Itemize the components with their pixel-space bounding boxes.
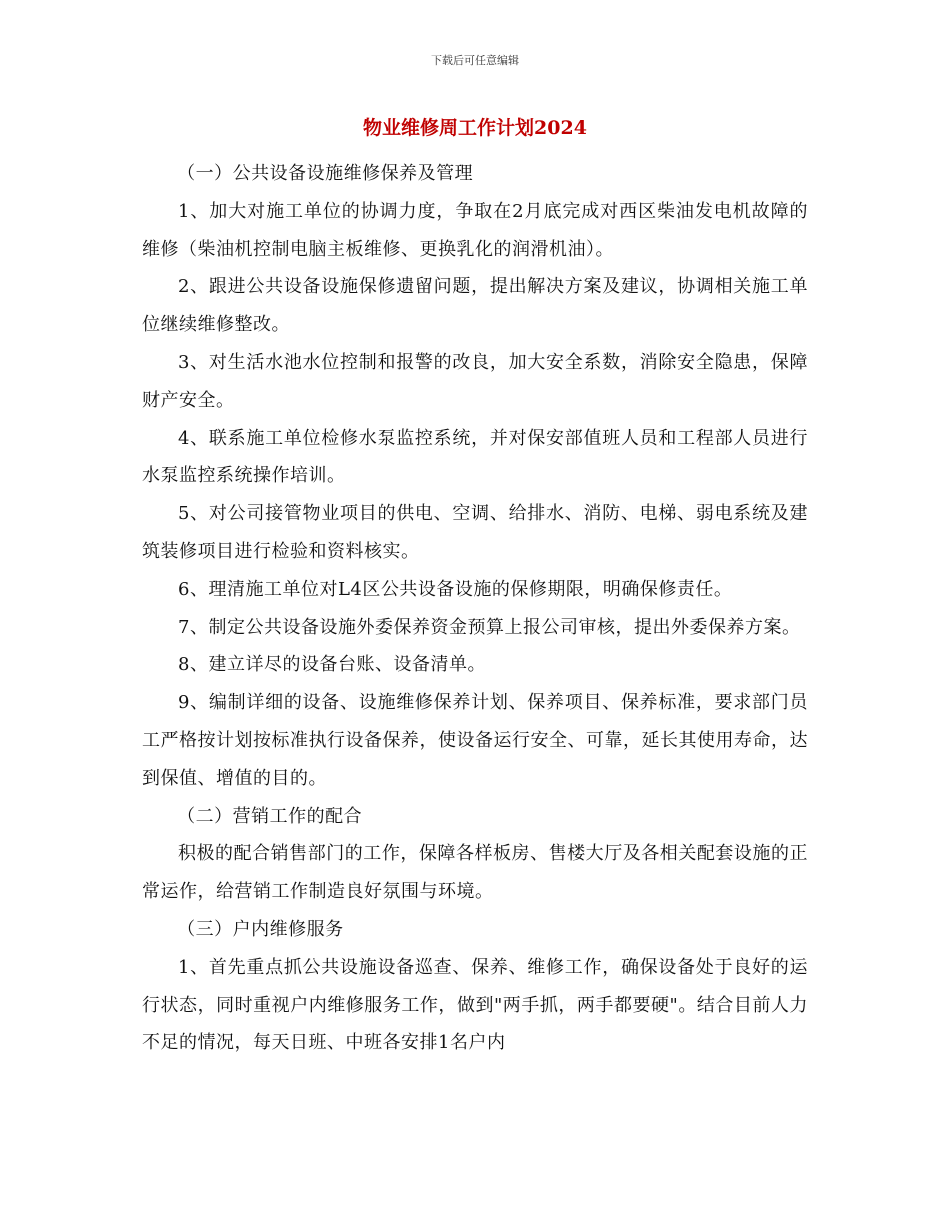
- document-title: 物业维修周工作计划2024: [363, 117, 587, 139]
- paragraph-1-3: 3、对生活水池水位控制和报警的改良，加大安全系数，消除安全隐患，保障财产安全。: [142, 351, 808, 411]
- page-header: 下载后可任意编辑: [431, 54, 519, 67]
- paragraph-1-9: 9、编制详细的设备、设施维修保养计划、保养项目、保养标准，要求部门员工严格按计划按标准执行设备保养，使设备运行安全、可靠，延长其使用寿命，达到保值、增值的目的。: [142, 692, 808, 789]
- paragraph-2-1: 积极的配合销售部门的工作，保障各样板房、售楼大厅及各相关配套设施的正常运作，给营销工作制造良好氛围与环境。: [142, 843, 808, 903]
- paragraph-1-8: 8、建立详尽的设备台账、设备清单。: [178, 654, 486, 676]
- document-body: [142, 155, 808, 1062]
- paragraph-1-5: 5、对公司接管物业项目的供电、空调、给排水、消防、电梯、弱电系统及建筑装修项目进行检验和资料核实。: [142, 503, 808, 562]
- paragraph-1-2: 2、跟进公共设备设施保修遗留问题，提出解决方案及建议，协调相关施工单位继续维修整改。: [142, 276, 808, 336]
- paragraph-1-4: 4、联系施工单位检修水泵监控系统，并对保安部值班人员和工程部人员进行水泵监控系统操作培训。: [142, 427, 808, 487]
- paragraph-1-6: 6、理清施工单位对L4区公共设备设施的保修期限，明确保修责任。: [178, 578, 733, 600]
- section-heading-3: （三）户内维修服务: [177, 918, 344, 940]
- paragraph-1-1: 1、加大对施工单位的协调力度，争取在2月底完成对西区柴油发电机故障的维修（柴油机控制电脑主板维修、更换乳化的润滑机油）。: [142, 200, 808, 260]
- paragraph-3-1: 1、首先重点抓公共设施设备巡查、保养、维修工作，确保设备处于良好的运行状态，同时重视户内维修服务工作，做到"两手抓，两手都要硬"。结合目前人力不足的情况，每天日班、中班各安排1名户内: [142, 956, 808, 1054]
- section-heading-1: （一）公共设备设施维修保养及管理: [177, 163, 474, 184]
- paragraph-1-7: 7、制定公共设备设施外委保养资金预算上报公司审核，提出外委保养方案。: [178, 616, 801, 638]
- section-heading-2: （二）营销工作的配合: [177, 805, 363, 827]
